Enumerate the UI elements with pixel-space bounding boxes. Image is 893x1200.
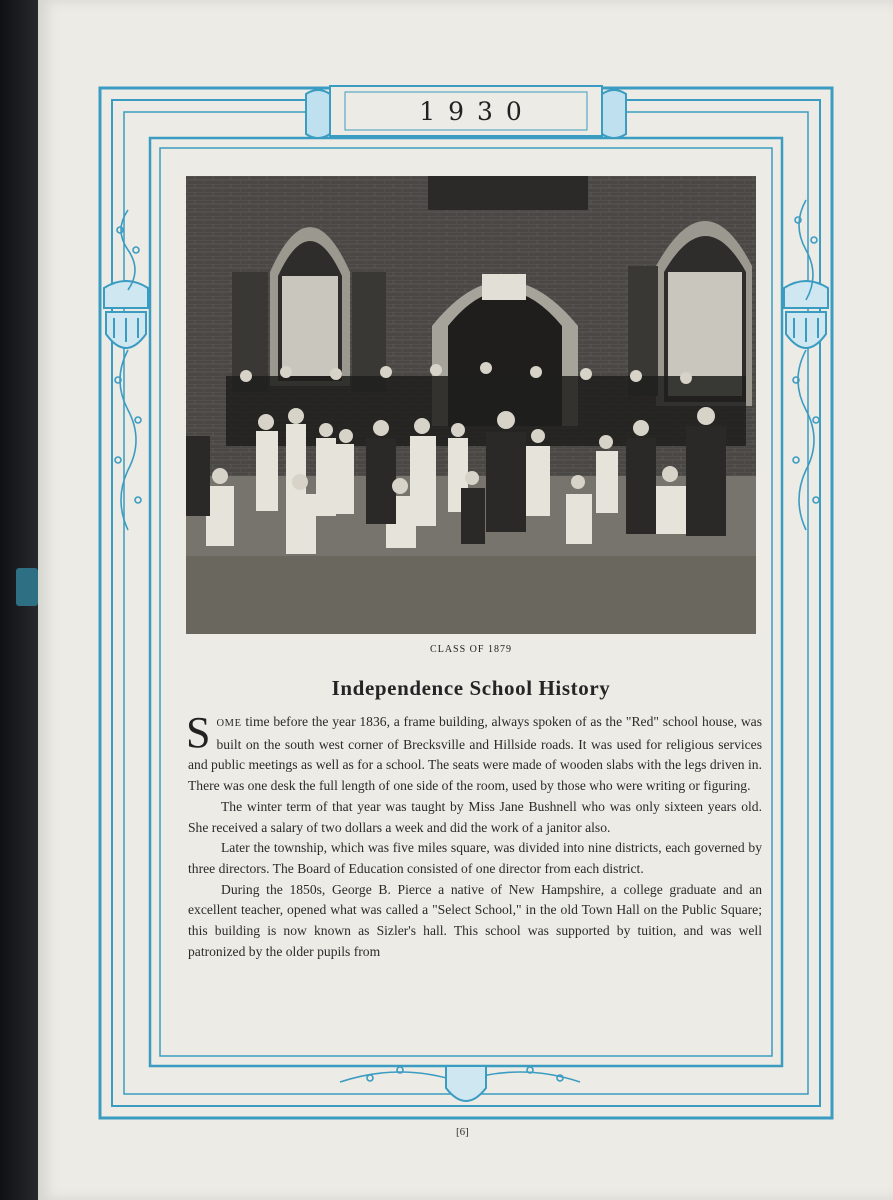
left-crest-icon [104,281,148,348]
photo-caption: CLASS OF 1879 [430,644,512,655]
drop-cap-letter: S [186,708,211,757]
paragraph-1-text: time before the year 1836, a frame building, always spoken of as the "Red" school house, was built on the south west corner of Brecksville and Hillside roads. It was used for religious services and public meetings as well as for a school. The seats were made of wooden slabs with the legs driven in. There was one desk the full length of one side of the room, used by those who were writing or figuring. [188,714,762,794]
article-body [186,708,762,962]
paragraph-1 [186,708,762,797]
left-vine-icon [115,210,141,530]
page-number: [6] [456,1126,469,1138]
paragraph-4: During the 1850s, George B. Pierce a native of New Hampshire, a college graduate and an excellent teacher, opened what was called a "Select School," in the old Town Hall on the Public Square; this building is now known as Sizler's hall. This school was supported by tuition, and was well patronized by the older pupils from [188,881,762,959]
right-crest-icon [784,281,828,348]
paragraph-3: Later the township, which was five miles square, was divided into nine districts, each governed by three directors. The Board of Education consisted of one director from each district. [188,840,762,876]
lead-in-smallcaps: OME [216,718,242,729]
year-label: 1930 [419,97,535,126]
right-vine-icon [793,200,819,530]
paragraph-2: The winter term of that year was taught by Miss Jane Bushnell who was only sixteen years old. She received a salary of two dollars a week and did the work of a janitor also. [188,798,762,835]
article-title: Independence School History [331,676,611,700]
class-photograph [186,176,756,634]
bottom-emblem-icon [340,1066,580,1101]
